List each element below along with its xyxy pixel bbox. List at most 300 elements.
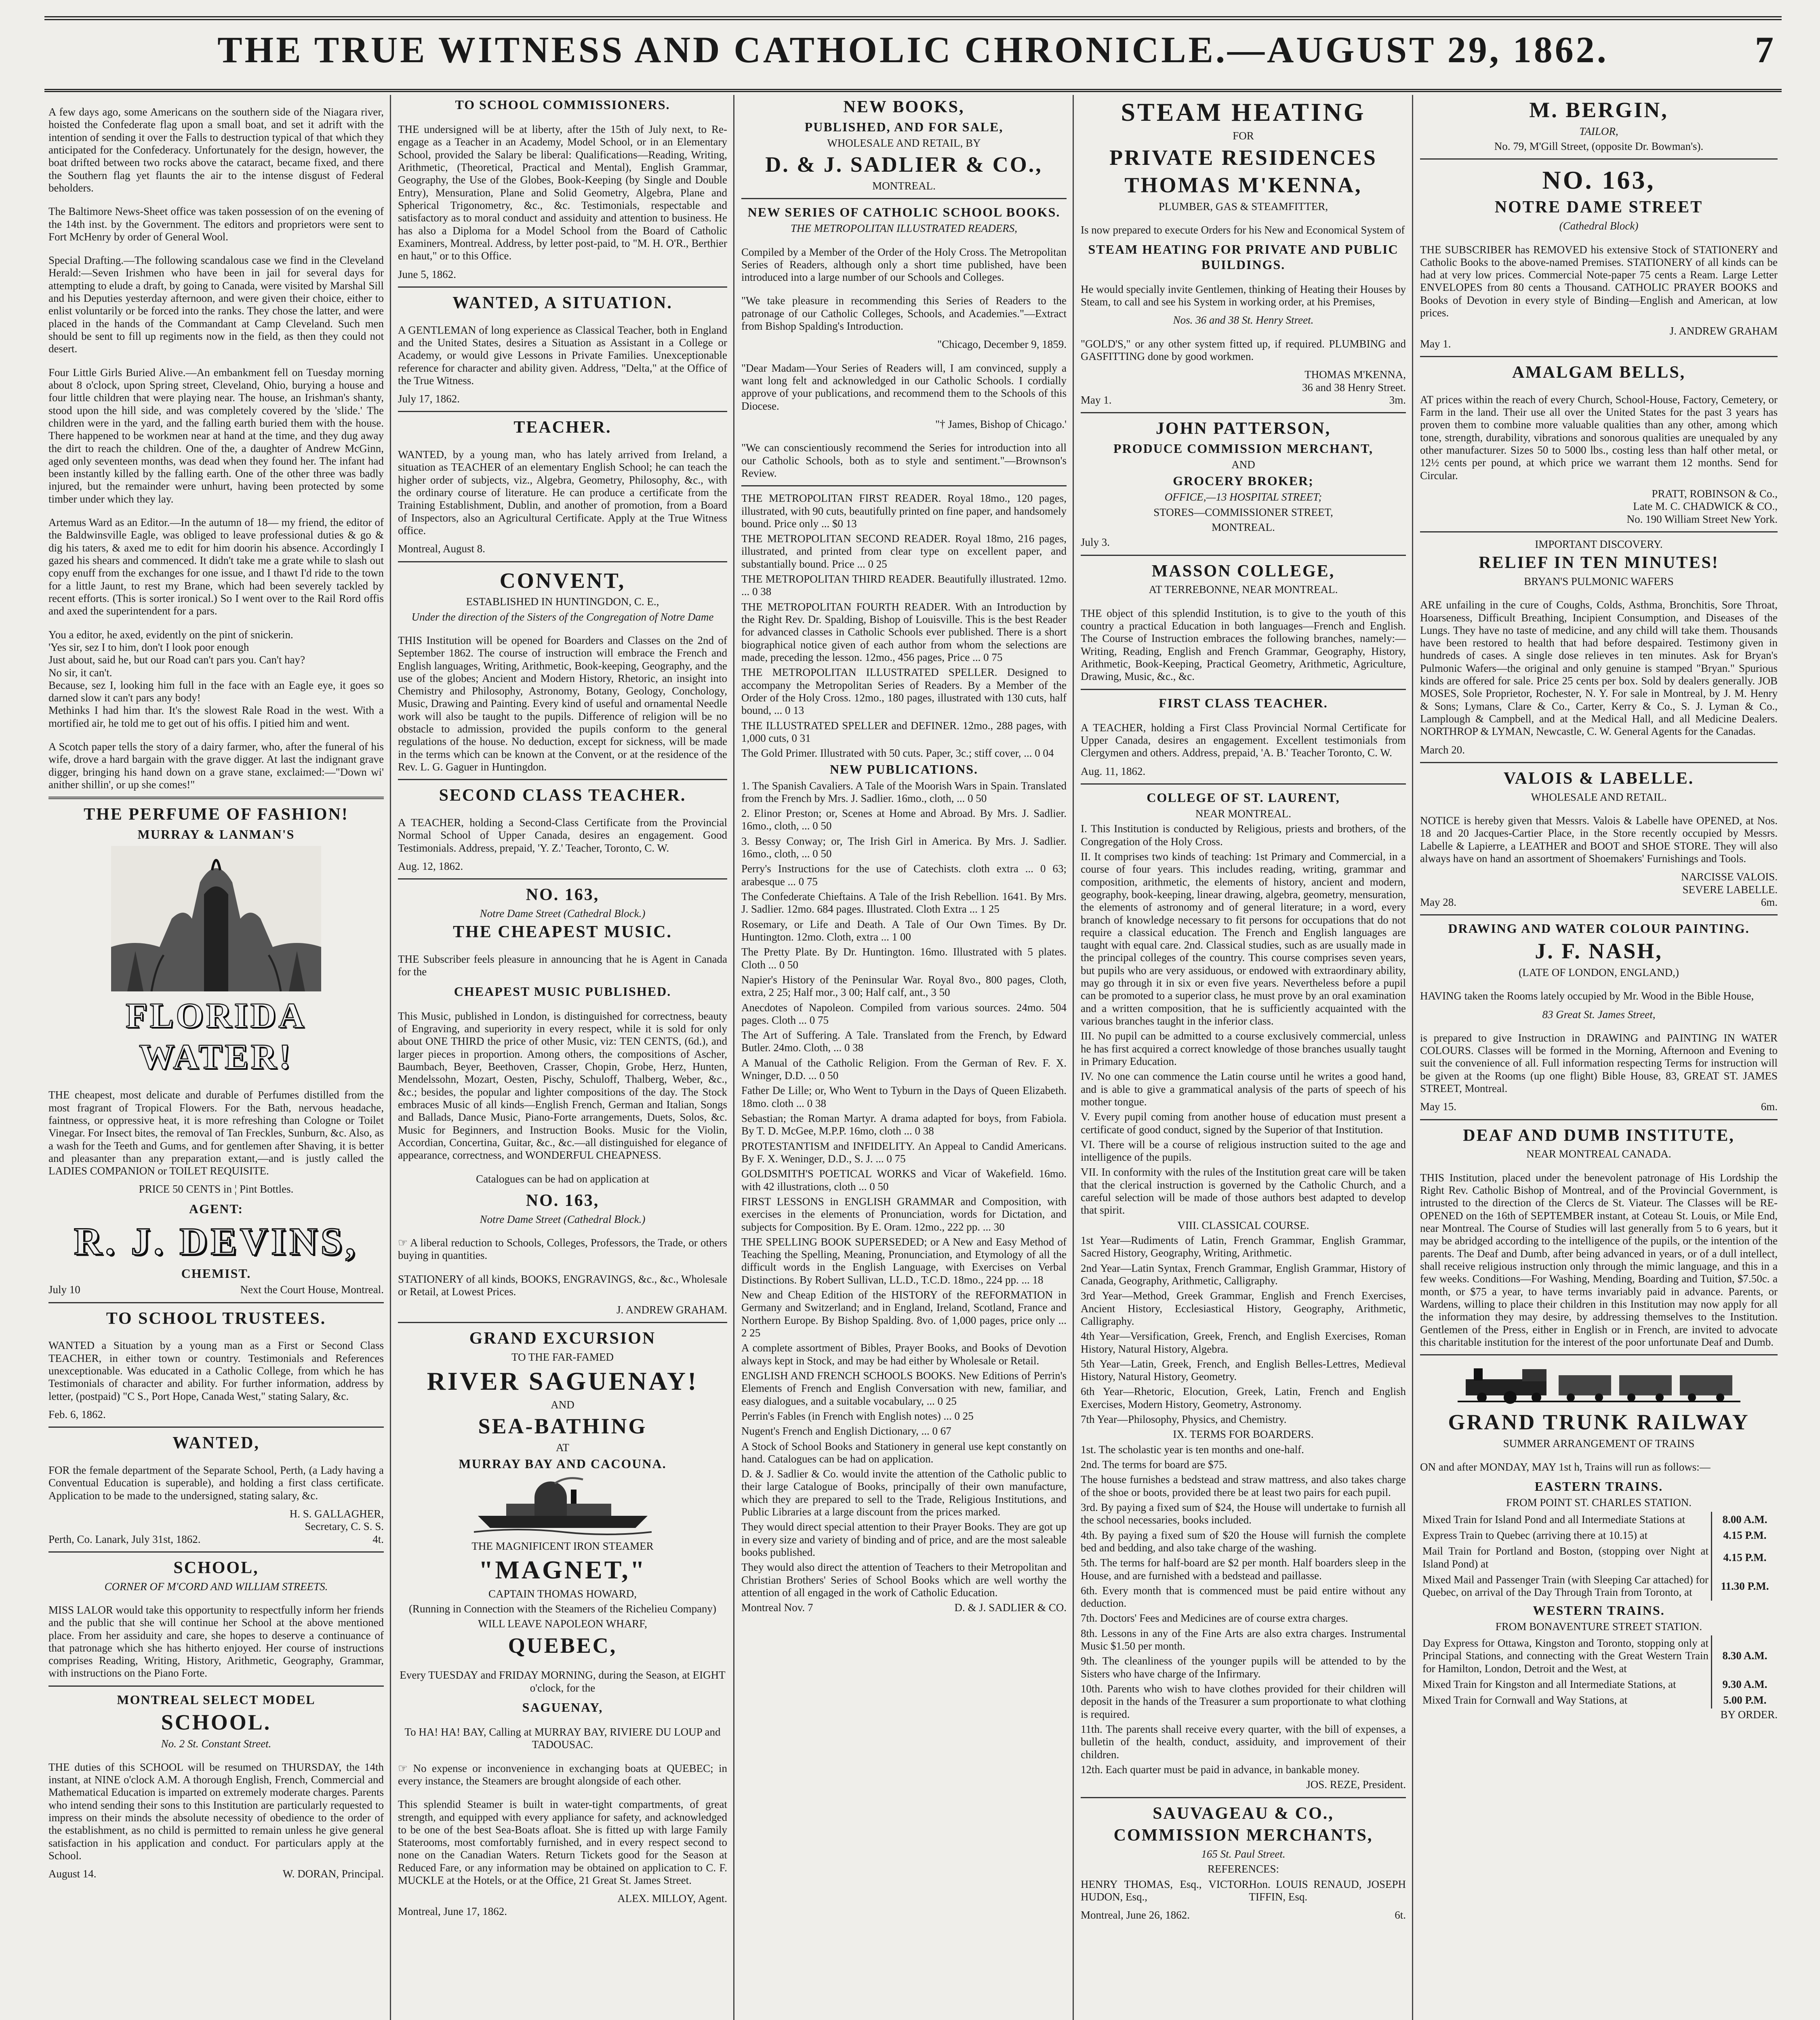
signature: JOS. REZE, President. (1306, 1778, 1406, 1791)
nash-body: HAVING taken the Rooms lately occupied by Mr. Wood in the Bible House, (1420, 990, 1754, 1002)
address-heading: NO. 163, (526, 886, 600, 905)
insertion-mark: 6t. (1395, 1909, 1406, 1921)
address-sub: Notre Dame Street (Cathedral Block.) (480, 907, 646, 920)
divider (1081, 555, 1406, 556)
column-4 (1081, 95, 1406, 2020)
divider (48, 1302, 384, 1303)
no-expense-note: ☞ No expense or inconvenience in exchanging boats at QUEBEC; in every instance, the Steamers are brought alongside of each other. (398, 1762, 727, 1787)
date: Montreal, June 26, 1862. (1081, 1909, 1190, 1921)
signature: PRATT, ROBINSON & Co., (1652, 487, 1778, 500)
term-item: 12th. Each quarter must be paid in advance, in bankable money. (1081, 1763, 1360, 1776)
address-sub: Notre Dame Street (Cathedral Block.) (480, 1213, 646, 1225)
masthead (44, 16, 1782, 92)
bergin-address: No. 79, M'Gill Street, (opposite Dr. Bowman's). (1494, 140, 1704, 152)
train-description: Express Train to Quebec (arriving there at 10.15) at (1422, 1529, 1648, 1542)
notre-dame-heading: NOTRE DAME STREET (1494, 198, 1703, 217)
divider (48, 1685, 384, 1687)
signature: THOMAS M'KENNA, (1305, 368, 1406, 381)
steamer-icon (474, 1475, 652, 1536)
book-entry: THE METROPOLITAN FOURTH READER. With an Introduction by the Right Rev. Dr. Spalding, Bishop of Louisville. This is the best Reader for advanced classes in Catholic Schools ever published. There is a short biographical notice given of each author from whom the selections are made, preceding the lesson. 12mo., 456 pages, Price ... 0 75 (741, 600, 1067, 663)
terms-heading: IX. TERMS FOR BOARDERS. (1173, 1428, 1314, 1441)
sauvageau-heading: SAUVAGEAU & CO., (1153, 1804, 1334, 1823)
second-teacher-heading: SECOND CLASS TEACHER. (439, 786, 686, 805)
date: Aug. 11, 1862. (1081, 765, 1146, 777)
book-entry: Sebastian; the Roman Martyr. A drama adapted for boys, from Fabiola. By T. D. McGee, M.P.P. 16mo, cloth ... 0 38 (741, 1112, 1067, 1137)
situation-body: A GENTLEMAN of long experience as Classical Teacher, both in England and the United States, desires a Situation as Assistant in a College or Academy, or would give Lessons in Private Families. Unexceptionable reference for character and ability given. Address, "Delta," at the Office of the True Witness. (398, 324, 727, 387)
train-description: Mixed Train for Kingston and all Intermediate Stations, at (1422, 1678, 1676, 1691)
western-heading: WESTERN TRAINS. (1533, 1603, 1665, 1618)
reference-names: Hon. LOUIS RENAUD, JOSEPH TIFFIN, Esq. (1249, 1878, 1406, 1903)
patterson-sub: PRODUCE COMMISSION MERCHANT, (1113, 441, 1373, 456)
commission-merchants-heading: COMMISSION MERCHANTS, (1113, 1826, 1373, 1845)
signature: W. DORAN, Principal. (282, 1868, 384, 1880)
liberal-note: ☞ A liberal reduction to Schools, Colleges, Professors, the Trade, or others buying in quantities. (398, 1236, 727, 1262)
date: July 10 (48, 1284, 80, 1296)
book-entry: THE METROPOLITAN FIRST READER. Royal 18mo., 120 pages, illustrated, with 90 cuts, beautifully printed on fine paper, and handsomely bound. Price only ... $0 13 (741, 492, 1067, 530)
train-description: Day Express for Ottawa, Kingston and Toronto, stopping only at Principal Stations, and connecting with the Great Western Train for Hamilton, London, Detroit and the West, at (1422, 1637, 1708, 1675)
school-subheading: CORNER OF M'CORD AND WILLIAM STREETS. (104, 1580, 328, 1593)
book-entry: Perry's Instructions for the use of Catechists. cloth extra ... 0 63; arabesque ... 0 75 (741, 863, 1067, 888)
mckenna-heading: THOMAS M'KENNA, (1124, 173, 1362, 198)
private-residences-heading: PRIVATE RESIDENCES (1109, 145, 1377, 170)
term-item: 6th. Every month that is commenced must be paid entire without any deduction. (1081, 1584, 1406, 1610)
steam-heating-heading: STEAM HEATING (1121, 98, 1366, 126)
drawing-heading: DRAWING AND WATER COLOUR PAINTING. (1448, 921, 1750, 936)
situation-heading: WANTED, A SITUATION. (452, 293, 673, 312)
column-rule (1073, 95, 1074, 2020)
published-line: PUBLISHED, AND FOR SALE, (804, 119, 1004, 134)
term-item: The house furnishes a bedstead and straw mattress, and also takes charge of the shoe or boots, provided there be at least two pairs for each pupil. (1081, 1473, 1406, 1498)
dateline (1081, 1909, 1406, 1921)
divider (398, 779, 727, 780)
train-description: Mixed Mail and Passenger Train (with Sleeping Car attached) for Quebec, on arrival of the Day Through Train from Toronto, at (1422, 1574, 1708, 1599)
running-note: (Running in Connection with the Steamers of the Richelieu Company) (408, 1602, 717, 1615)
term-item: 1st. The scholastic year is ten months and one-half. (1081, 1443, 1304, 1456)
stationery-body: THE SUBSCRIBER has REMOVED his extensive Stock of STATIONERY and Catholic Books to the above-named Premises. STATIONERY of all kinds can be had at very low prices. Commercial Note-paper 75 cents a Ream. Large Letter ENVELOPES from 80 cents a Thousand. CATHOLIC PRAYER BOOKS and Books of Devotion in every style of Binding—English and American, at low prices. (1420, 243, 1778, 319)
masson-heading: MASSON COLLEGE, (1151, 562, 1335, 581)
mckenna-body-3: "GOLD'S," or any other system fitted up, if required. PLUMBING and GASFITTING done by good workmen. (1081, 337, 1406, 362)
divider (48, 1551, 384, 1553)
divider (1420, 356, 1778, 357)
mckenna-body: Is now prepared to execute Orders for his New and Economical System of (1081, 224, 1405, 236)
dateline (48, 1533, 384, 1546)
news-item: You a editor, he axed, evidently on the pint of snickerin. 'Yes sir, sez I to him, don't I look poor enough Just about, said he, but our Road can't pars you. Can't hay? No sir, it can't. Because, sez I, looking him full in the face with an Eagle eye, it goes so darned slow it can't pars any body! Methinks I had him thar. It's the slowest Rale Road in the west. With a mortified air, he told me to get out of his offis. I pitied him and went. (48, 628, 384, 729)
steamer-description: THE MAGNIFICENT IRON STEAMER (471, 1540, 654, 1553)
laurent-heading: COLLEGE OF ST. LAURENT, (1147, 790, 1340, 805)
saguenay-heading: RIVER SAGUENAY! (427, 1366, 699, 1395)
sadlier-heading: D. & J. SADLIER & CO., (765, 152, 1043, 177)
date: May 1. (1081, 393, 1112, 406)
perfume-subheading: MURRAY & LANMAN'S (137, 827, 295, 842)
publications-heading: NEW PUBLICATIONS. (829, 762, 978, 777)
book-entry: 3. Bessy Conway; or, The Irish Girl in America. By Mrs. J. Sadlier. 16mo., cloth, ... 0 50 (741, 835, 1067, 860)
relief-heading: RELIEF IN TEN MINUTES! (1479, 553, 1719, 572)
commissioners-body: THE undersigned will be at liberty, after the 15th of July next, to Re-engage as a Teacher in an Academy, Model School, or in an Elementary School, provided the Salary be liberal: Qualifications—Reading, Writing, Arithmetic, (Theoretical, Practical and Mental), English Grammar, Geography, the Use of the Globes, Book-Keeping (by Single and Double Entry), Mensuration, Plane and Solid Geometry, Algebra, Plane and Spherical Trigonometry, &c., &c. Testimonials, respectable and satisfactory as to moral conduct and assiduity and attention to business. He has also a Diploma for a Model School from the Board of Catholic Examiners, Montreal. Address, by letter post-paid, to "M. H. O'R., Berthier en haut," or to this Office. (398, 123, 727, 262)
masson-body: THE object of this splendid Institution, is to give to the youth of this country a practical Education in both languages—French and English. The Course of Instruction embraces the following branches, namely:—Writing, Reading, English and French Grammar, Geography, History, Arithmetic, Book-Keeping, Practical Geometry, Arithmetic, Agriculture, Drawing, Music, &c., &c. (1081, 607, 1406, 683)
dateline (48, 1284, 384, 1296)
book-entry: New and Cheap Edition of the HISTORY of the REFORMATION in Germany and Switzerland; and in England, Ireland, Scotland, France and Northern Europe. By Bishop Spalding. 8vo. of 1,000 pages, price only ... 2 25 (741, 1289, 1067, 1339)
testimonial-date: "Chicago, December 9, 1859. (937, 338, 1067, 351)
signature-address: No. 190 William Street New York. (1626, 513, 1778, 525)
laurent-item: III. No pupil can be admitted to a course exclusively commercial, unless he has first acquired a correct knowledge of those branches usually taught in Primary Education. (1081, 1030, 1406, 1067)
date: May 15. (1420, 1100, 1456, 1113)
mckenna-address: Nos. 36 and 38 St. Henry Street. (1173, 314, 1314, 326)
book-entry: THE ILLUSTRATED SPELLER and DEFINER. 12mo., 288 pages, with 1,000 cuts, 0 31 (741, 719, 1067, 744)
address-heading: NO. 163, (526, 1191, 600, 1210)
by-order: BY ORDER. (1720, 1708, 1778, 1721)
news-item: Four Little Girls Buried Alive.—An embankment fell on Tuesday morning about 8 o'clock, upon Spring street, Cleveland, Ohio, burying a house and four little children that were playing near. The house, an Irishman's shanty, stood upon the hill side, and was completely covered by the 'slide.' The children were in the yard, and the falling earth buried them with the house. There happened to be workmen near at hand at the time, and they dug away the dirt to reach the children. One of the, a daughter of Andrew McGinn, aged only seventeen months, was dead when they found her. The infant had been instantly killed by the falling earth. One of the other three was badly injured, but the remainder were unhurt, having been protected by some timber under which they lay. (48, 366, 384, 505)
testimonial: "Dear Madam—Your Series of Readers will, I am convinced, supply a want long felt and acknowledged in our Catholic Schools. I cordially approve of your publications, and recommend them to the Schools of this Diocese. (741, 362, 1067, 412)
divider (1420, 762, 1778, 763)
valois-body: NOTICE is hereby given that Messrs. Valois & Labelle have OPENED, at Nos. 18 and 20 Jacques-Cartier Place, in the Store recently occupied by Messrs. Labelle & Lapierre, a LEATHER and BOOT and SHOE STORE. They will also always have on hand an assortment of Shoemakers' Furnishings and Tools. (1420, 814, 1778, 865)
wanted-body: FOR the female department of the Separate School, Perth, (a Lady having a Conventual Education is superable), and holding a first class certificate. Application to be made to the undersigned, stating salary, &c. (48, 1464, 384, 1502)
divider (1420, 531, 1778, 532)
laurent-item: VII. In conformity with the rules of the Institution great care will be taken that the clerical instruction is governed by the Catholic Church, and a careful selection will be made of those authors best adapted to develop that spirit. (1081, 1166, 1406, 1216)
term-item: 2nd. The terms for board are $75. (1081, 1458, 1227, 1471)
bryan-body: ARE unfailing in the cure of Coughs, Colds, Asthma, Bronchitis, Sore Throat, Hoarseness, Difficult Breathing, Incipient Consumption, and Diseases of the Lungs. They have no taste of medicine, and any child will take them. Thousands have been restored to health that had before despaired. Testimony given in hundreds of cases. A single dose relieves in ten minutes. Ask for Bryan's Pulmonic Wafers—the original and only genuine is stamped "Bryan." Spurious kinds are offered for sale. Price 25 cents per box. Sold by dealers generally. JOB MOSES, Sole Proprietor, Rochester, N. Y. For sale in Montreal, by J. M. Henry & Sons; Lymans, Clare & Co., Carter, Kerry & Co., S. J. Lyman & Co., Lamplough & Campbell, and at the Medical Hall, and all Medicine Dealers. NORTHROP & LYMAN, Newcastle, C. W. General Agents for the Canadas. (1420, 599, 1778, 738)
laurent-item: II. It comprises two kinds of teaching: 1st Primary and Commercial, in a course of four years. This includes reading, writing, grammar and composition, arithmetic, the elements of history, ancient and modern, geography, book-keeping, linear drawing, algebra, geometry, mensuration, the elements of astronomy and of general literature; in a word, every branch of knowledge necessary to fit persons for occupations that do not require a classical education. The French and English languages are taught with equal care. 2nd. Classical studies, such as are usually made in the principal colleges of the country. This course comprises seven years, but pupils who are very assiduous, or endowed with extraordinary ability, may go through it in six or even five years. Nevertheless before a pupil can be promoted to a superior class, he must prove by an oral examination and a written composition, that he is sufficiently acquainted with the various branches taught in the inferior class. (1081, 850, 1406, 1027)
mckenna-trade: PLUMBER, GAS & STEAMFITTER, (1158, 200, 1328, 213)
date: Aug. 12, 1862. (398, 860, 463, 873)
book-entry: 2. Elinor Preston; or, Scenes at Home and Abroad. By Mrs. J. Sadlier. 16mo., cloth, ... 0 50 (741, 807, 1067, 832)
chemist-label: CHEMIST. (181, 1266, 251, 1281)
divider (48, 1427, 384, 1428)
select-school-heading-2: SCHOOL. (161, 1710, 271, 1734)
divider (1420, 158, 1778, 160)
address: Next the Court House, Montreal. (240, 1284, 384, 1296)
cheapest-subheading: CHEAPEST MUSIC PUBLISHED. (454, 984, 671, 999)
dateline (1420, 1100, 1778, 1113)
florida-description: THE cheapest, most delicate and durable of Perfumes distilled from the most fragrant of Tropical Flowers. For the Bath, nervous headache, faintness, or oppressive heat, it is more refreshing than Cologne or Toilet Vinegar. For Insect bites, the removal of Tan Freckles, Sunburn, &c. Also, as a wash for the Teeth and Gums, and for gentlemen after Shaving, it is better and pleasanter than any preparation extant,—and is justly called the LADIES COMPANION or TOILET REQUISITE. (48, 1089, 384, 1177)
select-school-body: THE duties of this SCHOOL will be resumed on THURSDAY, the 14th instant, at NINE o'clock A.M. A thorough English, French, Commercial and Mathematical Education is imparted on extremely moderate charges. Parents who intend sending their sons to this Institution are particularly requested to impress on their minds the absolute necessity of obedience to the order of the establishment, as no child is permitted to remain unless he give general satisfaction in his application and conduct. For particulars apply at the School. (48, 1761, 384, 1862)
school-heading: SCHOOL, (173, 1558, 259, 1577)
sea-bathing-heading: SEA-BATHING (478, 1414, 647, 1439)
divider (1081, 1797, 1406, 1798)
laurent-item: V. Every pupil coming from another house of education must present a certificate of good conduct, signed by the Superior of that Institution. (1081, 1111, 1406, 1136)
term-item: 7th. Doctors' Fees and Medicines are of course extra charges. (1081, 1612, 1348, 1624)
news-item: A few days ago, some Americans on the southern side of the Niagara river, hoisted the Confederate flag upon a small boat, and set it adrift with the intention of sending it over the Falls to destruction typical of that which they anticipated for the Confederacy. Unfortunately for the design, however, the boat drifted between two rocks above the cataract, became fixed, and there the Southern flag yet flaunts the air to the intense disgust of Federal beholders. (48, 106, 384, 194)
series-subheading: THE METROPOLITAN ILLUSTRATED READERS, (790, 222, 1017, 235)
course-year: 3rd Year—Method, Greek Grammar, English and French Exercises, Ancient History, Ecclesiastical History, Geography, Arithmetic, Calligraphy. (1081, 1290, 1406, 1327)
florida-water-title: FLORIDA WATER! (126, 996, 307, 1077)
column-5 (1420, 95, 1778, 2020)
mckenna-body-2: He would specially invite Gentlemen, thinking of Heating their Houses by Steam, to call and see his System in working order, at his Premises, (1081, 283, 1406, 308)
divider (741, 485, 1067, 486)
wholesale-line: WHOLESALE AND RETAIL, BY (827, 137, 981, 149)
address-heading: NO. 163, (1542, 166, 1656, 195)
masson-sub: AT TERREBONNE, NEAR MONTREAL. (1149, 583, 1338, 596)
news-item: The Baltimore News-Sheet office was taken possession of on the evening of the 14th inst. by the Government. The editors and proprietors were sent to Fort McHenry by order of General Wool. (48, 205, 384, 243)
book-entry: THE METROPOLITAN SECOND READER. Royal 18mo, 216 pages, illustrated, and printed from clear type on excellent paper, and substantially bound. Price ... 0 25 (741, 532, 1067, 570)
important-discovery: IMPORTANT DISCOVERY. (1535, 538, 1663, 550)
signature: H. S. GALLAGHER, (289, 1507, 384, 1520)
valois-heading: VALOIS & LABELLE. (1503, 769, 1694, 788)
masthead-title: THE TRUE WITNESS AND CATHOLIC CHRONICLE.—AUGUST 29, 1862. (217, 29, 1609, 70)
florida-price: PRICE 50 CENTS in ¦ Pint Bottles. (139, 1183, 294, 1195)
book-entry: They would also direct the attention of Teachers to their Metropolitan and Christian Brothers' Series of School Books which are well worthy the attention of all engaged in the work of Catholic Education. (741, 1561, 1067, 1599)
eastern-heading: EASTERN TRAINS. (1534, 1479, 1663, 1494)
cheapest-music-heading: THE CHEAPEST MUSIC. (453, 923, 672, 942)
date: Feb. 6, 1862. (48, 1408, 106, 1420)
summer-arrangement: SUMMER ARRANGEMENT OF TRAINS (1503, 1437, 1695, 1450)
cathedral-block: (Cathedral Block) (1559, 220, 1639, 232)
laurent-item: IV. No one can commence the Latin course until he writes a good hand, and is able to give a grammatical analysis of the parts of speech of his mother tongue. (1081, 1070, 1406, 1108)
western-station: FROM BONAVENTURE STREET STATION. (1495, 1620, 1702, 1633)
convent-location: ESTABLISHED IN HUNTINGDON, C. E., (466, 595, 659, 608)
train-description: Mixed Train for Cornwall and Way Stations, at (1422, 1694, 1628, 1706)
commissioners-heading: TO SCHOOL COMMISSIONERS. (455, 97, 670, 112)
and-word: AND (1231, 458, 1255, 471)
insertion-mark: 3m. (1389, 393, 1406, 406)
course-year: 6th Year—Rhetoric, Elocution, Greek, Latin, French and English Exercises, Modern History, Geometry, Astronomy. (1081, 1385, 1406, 1410)
wanted-heading: WANTED, (173, 1434, 260, 1453)
book-entry: The Art of Suffering. A Tale. Translated from the French, by Edward Butler. 24mo. Cloth, ... 0 38 (741, 1029, 1067, 1054)
dateline (1081, 394, 1406, 406)
signature-line: Late M. C. CHADWICK & CO., (1633, 500, 1778, 513)
train-time: 5.00 P.M. (1712, 1692, 1778, 1708)
column-2 (398, 95, 727, 2020)
signature: J. ANDREW GRAHAM (1669, 325, 1778, 337)
insertion-mark: 4t. (372, 1533, 384, 1545)
news-item: Artemus Ward as an Editor.—In the autumn of 18— my friend, the editor of the Baldwinsville Eagle, was obliged to leave professional duties & go & dig his taters, & axed me to edit for him doorin his absence. Accordingly I gazed his shears and commenced. It didn't take me a grate while to slash out copy enuff from the exchanges for one issue, and I thawt I'd ride to the town for a little Jaunt, to rest my Brane, which had been severely tackled by recent efforts. (This is sorter ironical.) So I went over to the Rail Rord offis and axed the superintendent for a pars. (48, 516, 384, 617)
select-school-heading: MONTREAL SELECT MODEL (117, 1692, 316, 1707)
trains-intro: ON and after MONDAY, MAY 1st h, Trains will run as follows:— (1420, 1461, 1711, 1473)
divider (741, 198, 1067, 199)
signature-title: Secretary, C. S. S. (305, 1520, 384, 1533)
train-time: 11.30 P.M. (1712, 1572, 1778, 1601)
signature: ALEX. MILLOY, Agent. (617, 1892, 727, 1905)
divider (1081, 783, 1406, 785)
divider (1420, 914, 1778, 915)
signature-address: 36 and 38 Henry Street. (1302, 381, 1406, 393)
cheapest-body: This Music, published in London, is distinguished for correctness, beauty of Engraving, and superiority in every respect, while it is sold for only about ONE THIRD the price of other Music, viz: TEN CENTS, (6d.), and larger pieces in proportion. Among others, the compositions of Ascher, Baumbach, Beyer, Beethoven, Crasser, Chopin, Grobe, Herz, Hunten, Mendelssohn, Mozart, Oesten, Pischy, Schuloff, Thalberg, Weber, &c., &c.; besides, the popular and lighter compositions of the day. The Stock embraces Music of all kinds—English French, German and Italian, Songs and Ballads, Dance Music, Piano-Forte arrangements, Duets, Solos, &c. Music for Beginners, and Instruction Books. Music for the Violin, Accordian, Concertina, Guitar, &c., &c.—all distinguished for elegance of appearance, correctness, and WONDERFUL CHEAPNESS. (398, 1010, 727, 1162)
train-description: Mail Train for Portland and Boston, (stopping over Night at Island Pond) at (1422, 1545, 1708, 1570)
timetable-row (1420, 1543, 1778, 1572)
valois-sub: WHOLESALE AND RETAIL. (1531, 791, 1667, 803)
convent-direction: Under the direction of the Sisters of the Congregation of Notre Dame (411, 610, 714, 623)
eastern-timetable (1420, 1512, 1778, 1601)
classical-course-heading: VIII. CLASSICAL COURSE. (1177, 1219, 1309, 1231)
book-entry: THE METROPOLITAN ILLUSTRATED SPELLER. Designed to accompany the Metropolitan Series of Readers. By a Member of the Order of the Holy Cross. 12mo., 180 pages, illustrated with 130 cuts, half bound, ... 0 13 (741, 666, 1067, 717)
bells-heading: AMALGAM BELLS, (1512, 363, 1686, 382)
column-3 (741, 95, 1067, 2020)
steamer-body: This splendid Steamer is built in water-tight compartments, of great strength, and equipped with every appliance for safety, and acknowledged to be one of the best Sea-Boats afloat. She is fitted up with large Family Staterooms, most comfortably furnished, and in every respect second to none on the Canadian Waters. Return Tickets good for the Season at Reduced Fare, or any information may be obtained on application to C. F. MUCKLE at the Hotels, or at the Office, 21 Great St. James Street. (398, 1798, 727, 1887)
bergin-heading: M. BERGIN, (1529, 98, 1669, 122)
book-entry: D. & J. Sadlier & Co. would invite the attention of the Catholic public to their large Catalogue of Books, principally of their own manufacture, which they are prepared to sell to the Trade, Religious Institutions, and Public Libraries at a large discount from the prices marked. (741, 1468, 1067, 1518)
book-entry: The Gold Primer. Illustrated with 50 cuts. Paper, 3c.; stiff cover, ... 0 04 (741, 747, 1054, 760)
locomotive-icon (1458, 1361, 1740, 1406)
divider (398, 561, 727, 562)
course-year: 4th Year—Versification, Greek, French, and English Exercises, Roman History, Natural History, Algebra. (1081, 1330, 1406, 1355)
deaf-sub: NEAR MONTREAL CANADA. (1526, 1148, 1671, 1160)
patterson-office: OFFICE,—13 HOSPITAL STREET; (1164, 491, 1322, 503)
laurent-item: VI. There will be a course of religious instruction suited to the age and intelligence of the pupils. (1081, 1138, 1406, 1164)
book-entry: THE SPELLING BOOK SUPERSEDED; or A New and Easy Method of Teaching the Spelling, Meaning, Pronunciation, and Etymology of all the difficult words in the English Language, with Exercises on Verbal Distinctions. By Robert Sullivan, LL.D., T.C.D. 18mo., 224 pp. ... 18 (741, 1235, 1067, 1286)
date: Montreal Nov. 7 (741, 1601, 813, 1614)
first-class-heading: FIRST CLASS TEACHER. (1159, 695, 1328, 710)
signature: D. & J. SADLIER & CO. (954, 1601, 1067, 1614)
bergin-trade: TAILOR, (1579, 125, 1618, 137)
book-entry: PROTESTANTISM and INFIDELITY. An Appeal to Candid Americans. By F. X. Weninger, D.D., S. J. ... 0 75 (741, 1140, 1067, 1165)
deaf-body: THIS Institution, placed under the benevolent patronage of His Lordship the Right Rev. Catholic Bishop of Montreal, and of the Provincial Government, is intrusted to the direction of the Clercs de St. Viateur. The Classes will be RE-OPENED on the 16th of SEPTEMBER instant, at Coteau St. Louis, or Mile End, near Montreal. The Course of Studies will last generally from 5 to 6 years, but it may be abridged according to the intelligence of the pupils, or the intention of the parents. The Deaf and Dumb, after being advanced in years, or of a dull intellect, shall receive religious instruction only through the mimic language, and this in a few weeks. Conditions—For Washing, Mending, Boarding and Tuition, $7.50c. a month, or $75 a year, to have terms invariably paid in advance. Parents, or Wardens, willing to place their children in this Institution may now apply for all the information they may desire, by addressing themselves to the Institution. Gentlemen of the Press, either in English or in French, are invited to advocate this charitable institution for the interest of the poor unfortunate Deaf and Dumb. (1420, 1171, 1778, 1348)
train-time: 4.15 P.M. (1712, 1543, 1778, 1572)
term-item: 9th. The cleanliness of the younger pupils will be attended to by the Sisters who have charge of the Infirmary. (1081, 1655, 1406, 1680)
new-books-heading: NEW BOOKS, (843, 98, 965, 116)
teacher-body: WANTED, by a young man, who has lately arrived from Ireland, a situation as TEACHER of an elementary English School; he can teach the higher order of subjects, viz., Algebra, Geometry, Philosophy, &c., with the ordinary course of literature. He can produce a certificate from the Training Establishment, Dublin, and another of promotion, from a Board of Inspectors, also an Agricultural Certificate. Apply at the True Witness office. (398, 448, 727, 537)
first-class-body: A TEACHER, holding a First Class Provincial Normal Certificate for Upper Canada, desires an engagement. Excellent testimonials from Clergymen and others. Address, prepaid, 'A. B.' Teacher Toronto, C. W. (1081, 721, 1406, 759)
dateline (1420, 896, 1778, 909)
select-school-address: No. 2 St. Constant Street. (161, 1737, 271, 1750)
dateline (48, 1868, 384, 1880)
nash-address: 83 Great St. James Street, (1542, 1008, 1656, 1021)
book-entry: Father De Lille; or, Who Went to Tyburn in the Days of Queen Elizabeth. 18mo. cloth ... 0 38 (741, 1084, 1067, 1109)
column-rule (1412, 95, 1413, 2020)
timetable-row (1420, 1528, 1778, 1543)
agent-label: AGENT: (189, 1201, 244, 1216)
term-item: 10th. Parents who wish to have clothes provided for their children will deposit in the hands of the Treasurer a sum proportionate to what clothing is required. (1081, 1683, 1406, 1720)
date: July 3. (1081, 536, 1110, 549)
timetable-row (1420, 1512, 1778, 1528)
term-item: 5th. The terms for half-board are $2 per month. Half boarders sleep in the House, and are furnished with a bedstead and paillasse. (1081, 1557, 1406, 1582)
divider (398, 411, 727, 412)
course-year: 1st Year—Rudiments of Latin, French Grammar, English Grammar, Sacred History, Geography, Writing, Arithmetic. (1081, 1234, 1406, 1259)
patterson-city: MONTREAL. (1212, 521, 1275, 534)
term-item: 4th. By paying a fixed sum of $20 the House will furnish the complete bed and bedding, and also take charge of the washing. (1081, 1529, 1406, 1554)
timetable-row (1420, 1635, 1778, 1677)
dateline (741, 1601, 1067, 1614)
course-year: 7th Year—Philosophy, Physics, and Chemistry. (1081, 1413, 1287, 1426)
bryan-sub: BRYAN'S PULMONIC WAFERS (1524, 575, 1674, 587)
testimonial: "We can conscientiously recommend the Series for introduction into all our Catholic Schools, both as to style and sentiment."—Brownson's Review. (741, 442, 1067, 479)
divider (1420, 1354, 1778, 1355)
book-entry: A Manual of the Catholic Religion. From the German of Rev. F. X. Wninger, D.D. ... 0 50 (741, 1056, 1067, 1082)
references-label: REFERENCES: (1207, 1863, 1279, 1875)
testimonial: "We take pleasure in recommending this Series of Readers to the patronage of our Catholic Colleges, Schools, and Academies."—Extract from Bishop Spalding's Introduction. (741, 295, 1067, 332)
page-number: 7 (1755, 29, 1774, 70)
patterson-heading: JOHN PATTERSON, (1155, 419, 1331, 438)
school-body: MISS LALOR would take this opportunity to respectfully inform her friends and the public that she will continue her School at the above mentioned place. From her assiduity and care, she hopes to deserve a continuance of that patronage which she has hitherto enjoyed. Her course of instructions comprises Reading, Writing, History, Arithmetic, Geography, Grammar, with instructions on the Piano Forte. (48, 1603, 384, 1679)
date: July 17, 1862. (398, 393, 460, 405)
book-entry: Napier's History of the Peninsular War. Royal 8vo., 800 pages, Cloth, extra, 2 25; Half mor., 3 00; Half calf, ant., 3 50 (741, 973, 1067, 999)
book-entry: GOLDSMITH'S POETICAL WORKS and Vicar of Wakefield. 16mo. with 42 illustrations, cloth ... 0 50 (741, 1168, 1067, 1193)
train-time: 8.30 A.M. (1712, 1635, 1778, 1677)
mckenna-steam: STEAM HEATING FOR PRIVATE AND PUBLIC BUILDINGS. (1088, 242, 1399, 272)
date: August 14. (48, 1868, 97, 1880)
divider (398, 286, 727, 288)
book-entry: The Pretty Plate. By Dr. Huntington. 16mo. Illustrated with 5 plates. Cloth ... 0 50 (741, 946, 1067, 971)
column-rule (733, 95, 734, 2020)
series-body: Compiled by a Member of the Order of the Holy Cross. The Metropolitan Series of Readers, although only a short time published, have been introduced into a large number of our Schools and Colleges. (741, 246, 1067, 284)
catalogues-note: Catalogues can be had on application at (476, 1172, 649, 1185)
teacher-heading: TEACHER. (513, 418, 612, 437)
signature: J. ANDREW GRAHAM. (616, 1304, 727, 1316)
term-item: 3rd. By paying a fixed sum of $24, the House will undertake to furnish all the school necessaries, books included. (1081, 1501, 1406, 1526)
divider (1420, 1119, 1778, 1120)
deaf-heading: DEAF AND DUMB INSTITUTE, (1463, 1126, 1735, 1145)
date: Montreal, June 17, 1862. (398, 1905, 507, 1917)
perfume-heading: THE PERFUME OF FASHION! (84, 805, 349, 824)
nash-heading: J. F. NASH, (1535, 939, 1663, 964)
divider (1081, 689, 1406, 690)
divider (398, 1322, 727, 1323)
train-time: 4.15 P.M. (1712, 1528, 1778, 1543)
book-entry: Perrin's Fables (in French with English notes) ... 0 25 (741, 1410, 974, 1422)
at-word: AT (556, 1441, 569, 1454)
book-entry: Anecdotes of Napoleon. Compiled from various sources. 24mo. 504 pages. Cloth ... 0 75 (741, 1001, 1067, 1026)
convent-body: THIS Institution will be opened for Boarders and Classes on the 2nd of September 1862. The course of instruction will embrace the French and English languages, Writing, Arithmetic, Book-keeping, Geography, and the use of the globes; Ancient and Modern History, Rhetoric, an insight into Chemistry and Philosophy, Astronomy, Botany, Geology, Conchology, Music, Drawing and Painting. Every kind of useful and ornamental Needle work will also be taught to the pupils. Difference of religion will be no obstacle to admission, provided the pupils conform to the general regulations of the house. No deduction, except for sickness, will be made in the terms which can be known at the Convent, or at the residence of the Rev. L. G. Gaguer in Huntingdon. (398, 634, 727, 773)
divider (48, 797, 384, 799)
nash-sub: (LATE OF LONDON, ENGLAND,) (1519, 966, 1679, 978)
patterson-grocery: GROCERY BROKER; (1173, 473, 1314, 488)
news-item: Special Drafting.—The following scandalous case we find in the Cleveland Herald:—Seven Irishmen who have been in jail for several days for attempting to elude a draft, by going to Canada, were visited by Marshal Sill and his Deputies yesterday afternoon, and were given their choice, either to enlist voluntarily or be forced into the ranks. They chose the latter, and were placed in the hands of the Commandant at Camp Cleveland. Such men should be sent to fill up regiments now in the field, as then they could not desert. (48, 254, 384, 355)
date: May 28. (1420, 896, 1456, 908)
book-entry: A complete assortment of Bibles, Prayer Books, and Books of Devotion always kept in Stock, and may be had either by Wholesale or Retail. (741, 1342, 1067, 1367)
news-item: A Scotch paper tells the story of a dairy farmer, who, after the funeral of his wife, drove a hard bargain with the grave digger. At last the indignant grave digger, bringing his hand down on a grave stane, exclaimed:—"Down wi' anither shillin', or up she comes!" (48, 741, 384, 791)
excursion-sub: TO THE FAR-FAMED (511, 1351, 614, 1364)
date: March 20. (1420, 743, 1465, 756)
train-time: 9.30 A.M. (1712, 1677, 1778, 1692)
testimonial-signature: "† James, Bishop of Chicago.' (935, 418, 1067, 430)
murray-bay-heading: MURRAY BAY AND CACOUNA. (459, 1456, 667, 1471)
series-heading: NEW SERIES OF CATHOLIC SCHOOL BOOKS. (747, 205, 1060, 220)
course-year: 2nd Year—Latin Syntax, French Grammar, English Grammar, History of Canada, Geography, Arithmetic, Calligraphy. (1081, 1262, 1406, 1287)
patterson-stores: STORES—COMMISSIONER STREET, (1153, 506, 1333, 518)
magnet-heading: "MAGNET," (478, 1555, 647, 1584)
nash-body-2: is prepared to give Instruction in DRAWING and PAINTING IN WATER COLOURS. Classes will be formed in the Morning, Afternoon and Evening to suit the convenience of all. Full information respecting Terms for instruction will be given at the Rooms (up one flight) Bible House, 83, GREAT ST. JAMES STREET, Montreal. (1420, 1031, 1778, 1095)
trustees-body: WANTED a Situation by a young man as a First or Second Class TEACHER, in either town or country. Testimonials and References unexceptionable. Was educated in a Catholic College, from which he has Testimonials of character and ability. For further information, address by letter, (postpaid) "C S., Port Hope, Canada West," stating Salary, &c. (48, 1339, 384, 1402)
book-entry: They would direct special attention to their Prayer Books. They are got up in every size and variety of binding and of price, and are the most saleable books published. (741, 1521, 1067, 1559)
insertion-mark: 6m. (1761, 1100, 1778, 1113)
bells-body: AT prices within the reach of every Church, School-House, Factory, Cemetery, or Farm in the land. Their use all over the United States for the past 3 years has proven them to combine more valuable qualities than any other, among which tone, strength, durability, vibrations and sonorous qualities are unequaled by any other manufacturer. Sizes 50 to 5000 lbs., costing less than half other metal, or 12½ cents per pound, at which price we warrant them 12 months. Send for Circular. (1420, 393, 1778, 482)
captain-name: CAPTAIN THOMAS HOWARD, (488, 1587, 637, 1600)
timetable-row (1420, 1677, 1778, 1692)
book-entry: THE METROPOLITAN THIRD READER. Beautifully illustrated. 12mo. ... 0 38 (741, 573, 1067, 598)
reference-names: HENRY THOMAS, Esq., VICTOR HUDON, Esq., (1081, 1878, 1249, 1903)
column-rule (390, 95, 391, 2020)
second-teacher-body: A TEACHER, holding a Second-Class Certificate from the Provincial Normal School of Upper Canada, desires an engagement. Good Testimonials. Address, prepaid, 'Y. Z.' Teacher, Toronto, C. W. (398, 816, 727, 854)
cheapest-intro: THE Subscriber feels pleasure in announcing that he is Agent in Canada for the (398, 953, 727, 978)
ports-note: To HA! HA! BAY, Calling at MURRAY BAY, RIVIERE DU LOUP and TADOUSAC. (404, 1725, 721, 1751)
train-description: Mixed Train for Island Pond and all Intermediate Stations at (1422, 1513, 1685, 1526)
date: Perth, Co. Lanark, July 31st, 1862. (48, 1533, 201, 1545)
laurent-sub: NEAR MONTREAL. (1195, 808, 1291, 820)
term-item: 11th. The parents shall receive every quarter, with the bill of expenses, a bulletin of the health, conduct, assiduity, and improvement of their children. (1081, 1723, 1406, 1761)
montreal-line: MONTREAL. (872, 179, 936, 192)
excursion-heading: GRAND EXCURSION (469, 1329, 656, 1348)
book-entry: The Confederate Chieftains. A Tale of the Irish Rebellion. 1641. By Mrs. J. Sadlier. 12mo. 684 pages. Illustrated. Cloth Extra ... 1 25 (741, 890, 1067, 915)
stationery-note: STATIONERY of all kinds, BOOKS, ENGRAVINGS, &c., &c., Wholesale or Retail, at Lowest Prices. (398, 1273, 727, 1298)
sauvageau-address: 165 St. Paul Street. (1201, 1847, 1286, 1860)
laurent-item: I. This Institution is conducted by Religious, priests and brothers, of the Congregation of the Holy Cross. (1081, 823, 1406, 848)
book-entry: FIRST LESSONS in ENGLISH GRAMMAR and Composition, with exercises in the elements of Pronunciation, words for Dictation, and subjects for Composition. By E. Oram. 12mo., 222 pp. ... 30 (741, 1195, 1067, 1233)
signature: SEVERE LABELLE. (1682, 883, 1778, 896)
western-timetable (1420, 1635, 1778, 1709)
grand-trunk-heading: GRAND TRUNK RAILWAY (1448, 1410, 1750, 1435)
date: June 5, 1862. (398, 268, 456, 280)
quebec-heading: QUEBEC, (508, 1633, 617, 1658)
term-item: 8th. Lessons in any of the Fine Arts are also extra charges. Instrumental Music $1.50 per month. (1081, 1627, 1406, 1652)
divider (398, 878, 727, 880)
divider (1081, 412, 1406, 413)
date: May 1. (1420, 337, 1451, 350)
timetable-row (1420, 1692, 1778, 1708)
convent-heading: CONVENT, (499, 568, 626, 593)
course-year: 5th Year—Latin, Greek, French, and English Belles-Lettres, Medieval History, Natural History, Geometry. (1081, 1357, 1406, 1383)
eastern-station: FROM POINT ST. CHARLES STATION. (1506, 1496, 1692, 1509)
saguenay-sub: SAGUENAY, (522, 1700, 603, 1715)
timetable-row (1420, 1572, 1778, 1601)
book-entry: A Stock of School Books and Stationery in general use kept constantly on hand. Catalogues can be had on application. (741, 1440, 1067, 1465)
